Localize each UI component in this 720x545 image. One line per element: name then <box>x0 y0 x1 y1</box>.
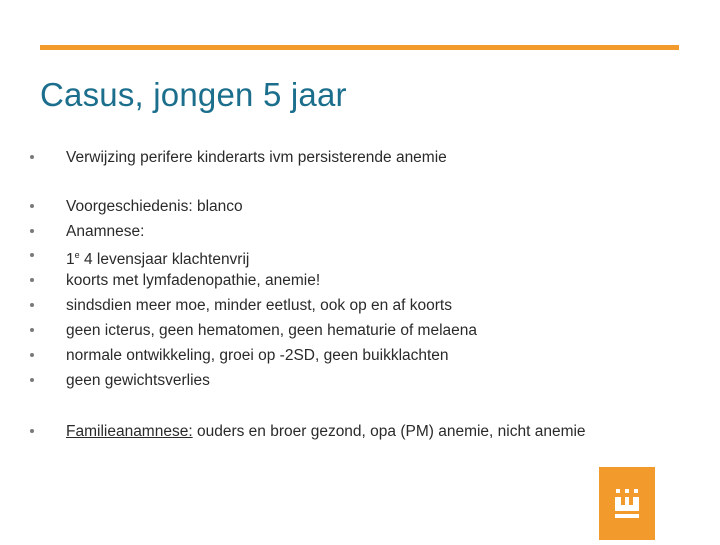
history-line <box>66 194 243 219</box>
family-history-value: ouders en broer gezond, opa (PM) anemie, nicht anemie <box>192 423 586 440</box>
anamnesis-item: sindsdien meer moe, minder eetlust, ook op en af koorts <box>66 297 452 314</box>
first-year-number: 1 <box>66 251 75 269</box>
bullet-marker <box>30 243 34 268</box>
referral-line: Verwijzing perifere kinderarts ivm persisterende anemie <box>66 149 447 166</box>
first-year-text: 4 levensjaar klachtenvrij <box>79 251 250 269</box>
anamnesis-item: koorts met lymfadenopathie, anemie! <box>66 272 321 289</box>
crown-icon <box>599 467 655 540</box>
bullet-marker <box>30 318 34 343</box>
top-accent-bar <box>40 45 679 50</box>
history-value: blanco <box>192 198 243 215</box>
family-history-label: Familieanamnese: <box>66 423 193 440</box>
logo <box>599 467 655 540</box>
anamnesis-item: geen icterus, geen hematomen, geen hematurie of melaena <box>66 322 478 339</box>
bullet-marker <box>30 219 34 244</box>
bullet-marker <box>30 343 34 368</box>
family-history-line <box>66 419 586 444</box>
bullet-marker <box>30 419 34 444</box>
anamnesis-item: geen gewichtsverlies <box>66 372 210 389</box>
bullet-marker <box>30 268 34 293</box>
bullet-marker <box>30 293 34 318</box>
slide-title: Casus, jongen 5 jaar <box>40 76 347 113</box>
bullet-marker <box>30 145 34 170</box>
bullet-marker <box>30 368 34 393</box>
anamnesis-label: Anamnese: <box>66 223 145 240</box>
anamnesis-item: normale ontwikkeling, groei op -2SD, geen buikklachten <box>66 347 449 364</box>
first-year-ordinal: e <box>74 250 80 260</box>
bullet-marker <box>30 194 34 219</box>
anamnesis-first-years <box>66 243 249 268</box>
history-label: Voorgeschiedenis: <box>66 198 193 215</box>
